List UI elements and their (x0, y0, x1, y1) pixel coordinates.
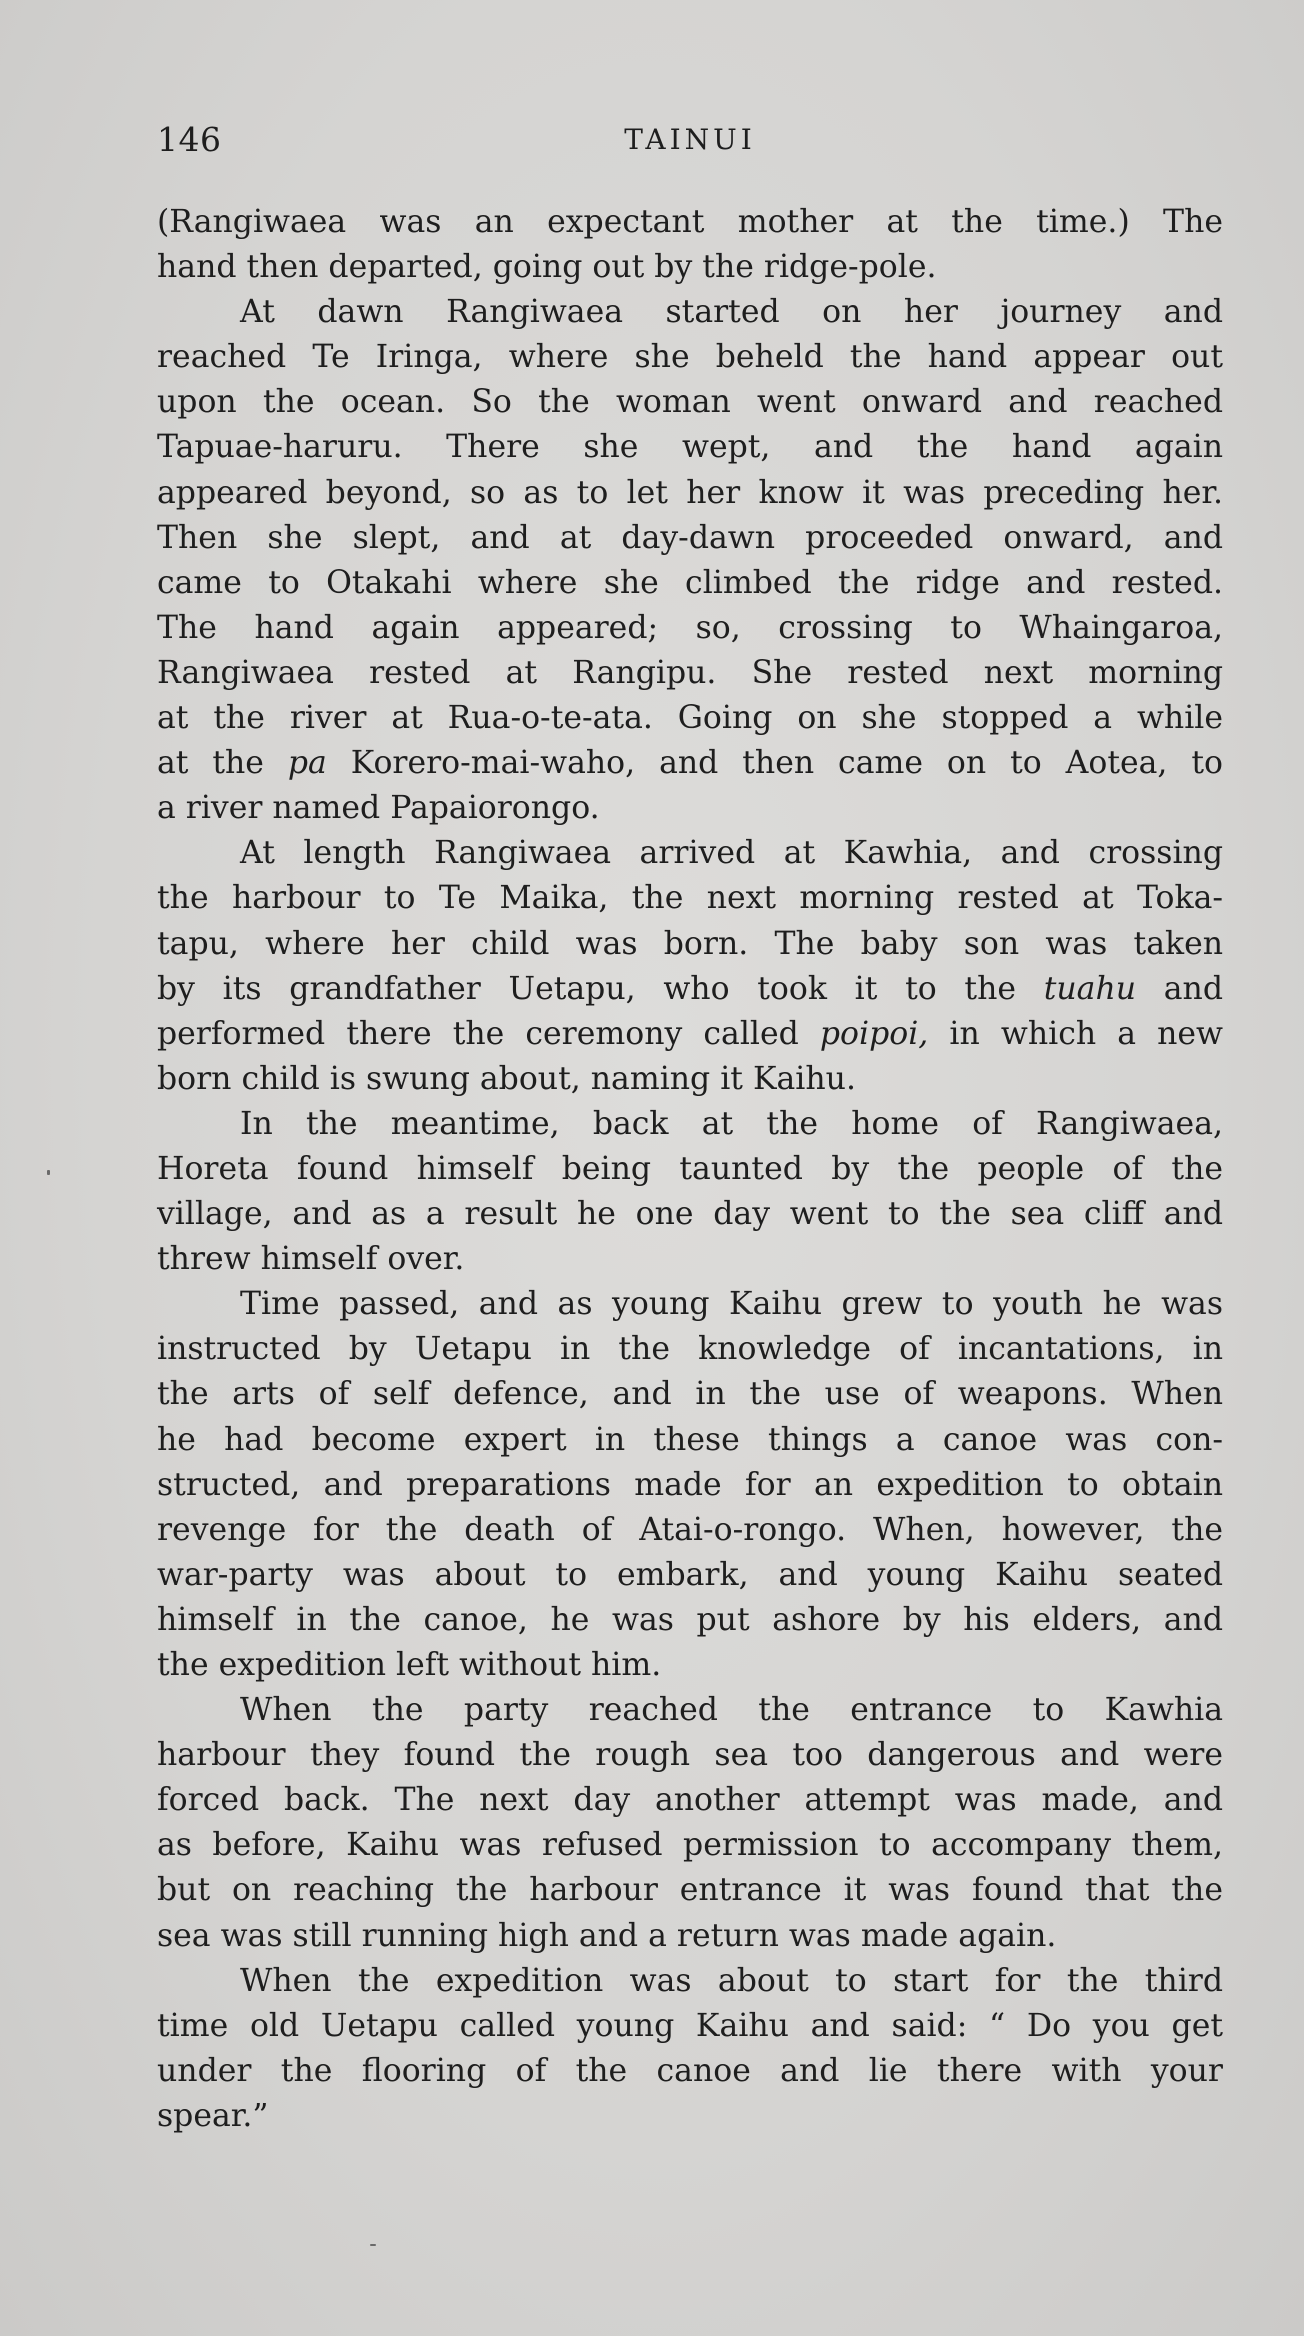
text-line: upon the ocean. So the woman went onward and reached (157, 384, 1223, 421)
text-line: forced back. The next day another attempt was made, and (157, 1782, 1223, 1819)
text-line: at the river at Rua-o-te-ata. Going on she stopped a while (157, 700, 1223, 737)
text-line: time old Uetapu called young Kaihu and said: “ Do you get (157, 2007, 1223, 2044)
text-line: born child is swung about, naming it Kaihu. (157, 1060, 856, 1097)
text-line: revenge for the death of Atai-o-rongo. When, however, the (157, 1511, 1223, 1548)
text-line: appeared beyond, so as to let her know it was preceding her. (157, 474, 1223, 511)
text-line: the arts of self defence, and in the use of weapons. When (157, 1376, 1223, 1413)
italic-term: poipoi, (819, 1015, 929, 1052)
text-line: tapu, where her child was born. The baby son was taken (157, 925, 1223, 962)
text-line: as before, Kaihu was refused permission to accompany them, (157, 1827, 1223, 1864)
text-line: came to Otakahi where she climbed the ridge and rested. (157, 564, 1223, 601)
text-line: sea was still running high and a return was made again. (157, 1917, 1057, 1954)
text-line: reached Te Iringa, where she beheld the hand appear out (157, 339, 1223, 376)
text-line: When the party reached the entrance to Kawhia (240, 1692, 1223, 1729)
text-line: himself in the canoe, he was put ashore by his elders, and (157, 1601, 1223, 1638)
text-line: (Rangiwaea was an expectant mother at the time.) The (157, 204, 1223, 240)
text-line: Time passed, and as young Kaihu grew to youth he was (240, 1286, 1223, 1323)
text-line: hand then departed, going out by the ridge-pole. (157, 249, 937, 286)
text-line: by its grandfather Uetapu, who took it to the tuahu and (157, 970, 1223, 1007)
text-line: When the expedition was about to start for the third (240, 1962, 1223, 1999)
text-line: Then she slept, and at day-dawn proceeded onward, and (157, 519, 1223, 556)
text-line: a river named Papaiorongo. (157, 790, 600, 827)
text-line: Tapuae-haruru. There she wept, and the hand again (157, 429, 1223, 466)
body-text (157, 200, 1223, 2139)
text-line: he had become expert in these things a canoe was con- (157, 1421, 1223, 1458)
text-line: The hand again appeared; so, crossing to Whaingaroa, (157, 609, 1223, 646)
text-line: war-party was about to embark, and young Kaihu seated (157, 1556, 1223, 1593)
text-line: structed, and preparations made for an expedition to obtain (157, 1466, 1223, 1503)
text-line: harbour they found the rough sea too dangerous and were (157, 1737, 1223, 1774)
text-line: Rangiwaea rested at Rangipu. She rested next morning (157, 654, 1223, 691)
text-line: instructed by Uetapu in the knowledge of incantations, in (157, 1331, 1223, 1368)
text-line: At length Rangiwaea arrived at Kawhia, and crossing (240, 835, 1223, 872)
text-line: the harbour to Te Maika, the next morning rested at Toka- (157, 880, 1223, 917)
text-line: performed there the ceremony called poipoi, in which a new (157, 1015, 1224, 1052)
text-line: Horeta found himself being taunted by the people of the (157, 1150, 1223, 1187)
page-number: 146 (157, 120, 222, 159)
page-header (157, 118, 1223, 162)
page-speck (370, 2244, 376, 2246)
text-line: village, and as a result he one day went to the sea cliff and (157, 1196, 1223, 1233)
italic-term: pa (287, 745, 327, 782)
running-head: TAINUI (624, 123, 756, 156)
text-line: threw himself over. (157, 1241, 465, 1278)
text-line: under the flooring of the canoe and lie there with your (157, 2052, 1223, 2089)
italic-term: tuahu (1043, 970, 1137, 1007)
text-line: At dawn Rangiwaea started on her journey and (240, 294, 1223, 331)
text-line: spear.” (157, 2097, 269, 2134)
text-line: In the meantime, back at the home of Rangiwaea, (240, 1105, 1223, 1142)
text-line: the expedition left without him. (157, 1647, 662, 1683)
text-line: but on reaching the harbour entrance it was found that the (157, 1872, 1223, 1909)
margin-mark (47, 1170, 50, 1175)
text-line: at the pa Korero-mai-waho, and then came on to Aotea, to (157, 745, 1223, 782)
